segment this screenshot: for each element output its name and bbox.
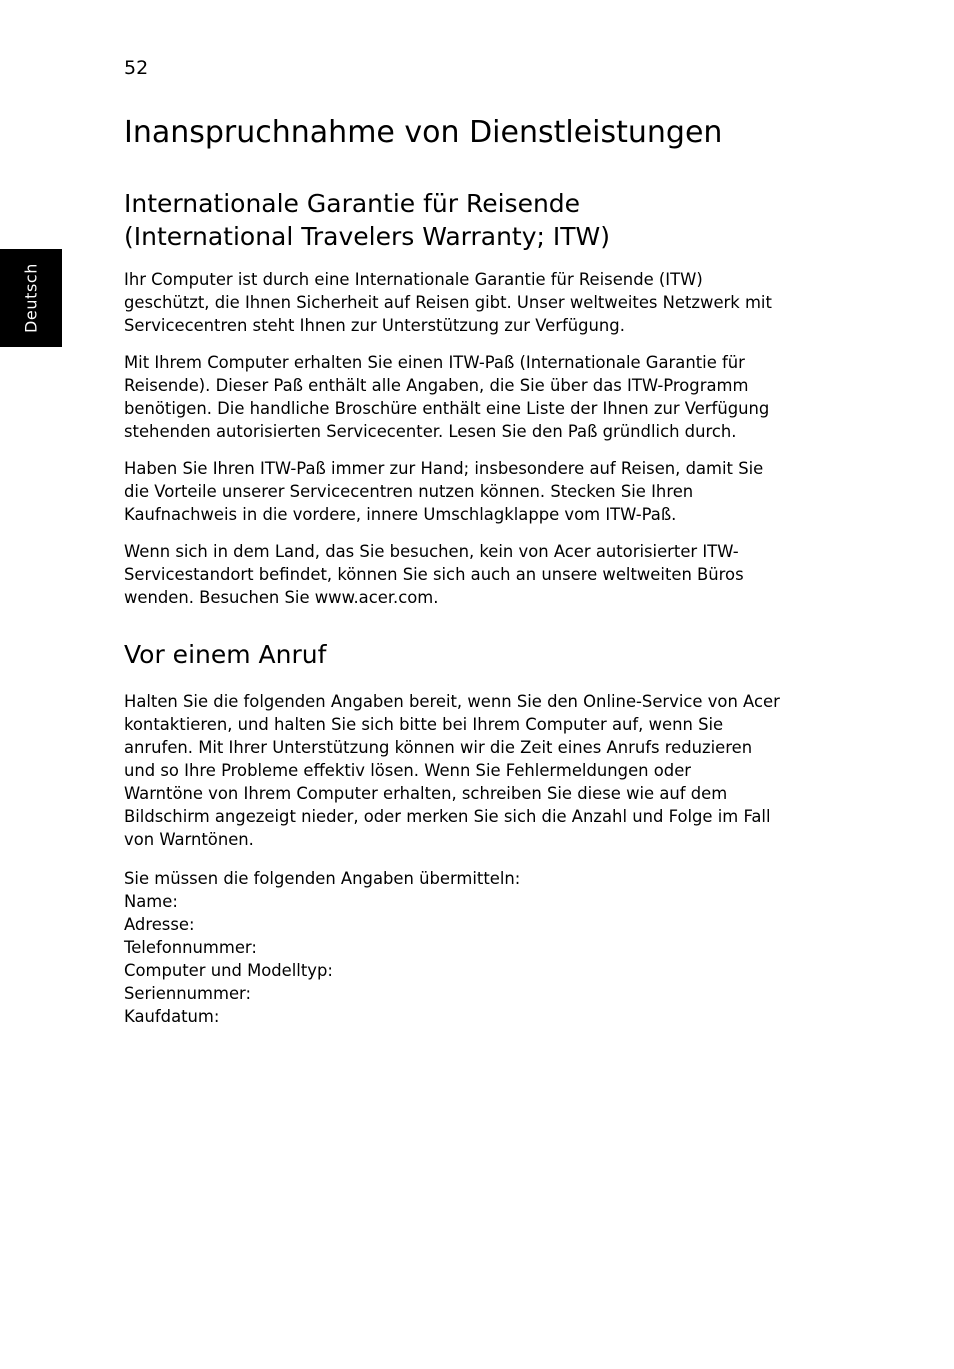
list-item: Telefonnummer: — [124, 938, 257, 957]
text-line: Haben Sie Ihren ITW-Paß immer zur Hand; insbesondere auf Reisen, damit Sie — [124, 459, 764, 478]
list-item: Name: — [124, 892, 178, 911]
text-line: Bildschirm angezeigt nieder, oder merken Sie sich die Anzahl und Folge im Fall — [124, 807, 771, 826]
itw-paragraph — [124, 268, 824, 337]
list-item: Adresse: — [124, 915, 195, 934]
itw-section-heading — [124, 187, 610, 253]
itw-heading-line: (International Travelers Warranty; ITW) — [124, 222, 611, 251]
page-title: Inanspruchnahme von Dienstleistungen — [124, 115, 723, 150]
required-info-list — [124, 867, 824, 1028]
page-number: 52 — [124, 57, 149, 79]
itw-paragraph — [124, 457, 824, 526]
text-line: Servicestandort befindet, können Sie sich auch an unsere weltweiten Büros — [124, 565, 744, 584]
list-item: Computer und Modelltyp: — [124, 961, 333, 980]
text-line: geschützt, die Ihnen Sicherheit auf Reisen gibt. Unser weltweites Netzwerk mit — [124, 293, 772, 312]
text-line: stehenden autorisierten Servicecenter. Lesen Sie den Paß gründlich durch. — [124, 422, 737, 441]
text-line: benötigen. Die handliche Broschüre enthält eine Liste der Ihnen zur Verfügung — [124, 399, 770, 418]
text-line: Servicecentren steht Ihnen zur Unterstützung zur Verfügung. — [124, 316, 625, 335]
text-line: Kaufnachweis in die vordere, innere Umschlagklappe vom ITW-Paß. — [124, 505, 677, 524]
itw-heading-line: Internationale Garantie für Reisende — [124, 189, 581, 218]
text-line: anrufen. Mit Ihrer Unterstützung können wir die Zeit eines Anrufs reduzieren — [124, 738, 753, 757]
list-intro: Sie müssen die folgenden Angaben übermitteln: — [124, 869, 521, 888]
text-line: Ihr Computer ist durch eine Internationale Garantie für Reisende (ITW) — [124, 270, 703, 289]
acer-website-link[interactable]: www.acer.com — [314, 588, 434, 607]
text-line — [124, 586, 824, 609]
list-item: Kaufdatum: — [124, 1007, 220, 1026]
language-side-tab — [0, 249, 62, 347]
list-item: Seriennummer: — [124, 984, 252, 1003]
language-tab-label: Deutsch — [21, 262, 41, 334]
text-line: kontaktieren, und halten Sie sich bitte bei Ihrem Computer auf, wenn Sie — [124, 715, 724, 734]
call-paragraph — [124, 690, 824, 851]
text-line: Warntöne von Ihrem Computer erhalten, schreiben Sie diese wie auf dem — [124, 784, 728, 803]
itw-paragraph — [124, 540, 824, 609]
text-fragment: . — [433, 588, 439, 607]
text-line: die Vorteile unserer Servicecentren nutzen können. Stecken Sie Ihren — [124, 482, 694, 501]
text-fragment: wenden. Besuchen Sie — [124, 588, 315, 607]
call-section-heading: Vor einem Anruf — [124, 640, 327, 669]
itw-paragraph — [124, 351, 824, 443]
text-line: und so Ihre Probleme effektiv lösen. Wenn Sie Fehlermeldungen oder — [124, 761, 692, 780]
text-line: Reisende). Dieser Paß enthält alle Angaben, die Sie über das ITW-Programm — [124, 376, 749, 395]
text-line: Halten Sie die folgenden Angaben bereit, wenn Sie den Online-Service von Acer — [124, 692, 780, 711]
text-line: Mit Ihrem Computer erhalten Sie einen ITW-Paß (Internationale Garantie für — [124, 353, 745, 372]
text-line: von Warntönen. — [124, 830, 254, 849]
text-line: Wenn sich in dem Land, das Sie besuchen, kein von Acer autorisierter ITW- — [124, 542, 739, 561]
